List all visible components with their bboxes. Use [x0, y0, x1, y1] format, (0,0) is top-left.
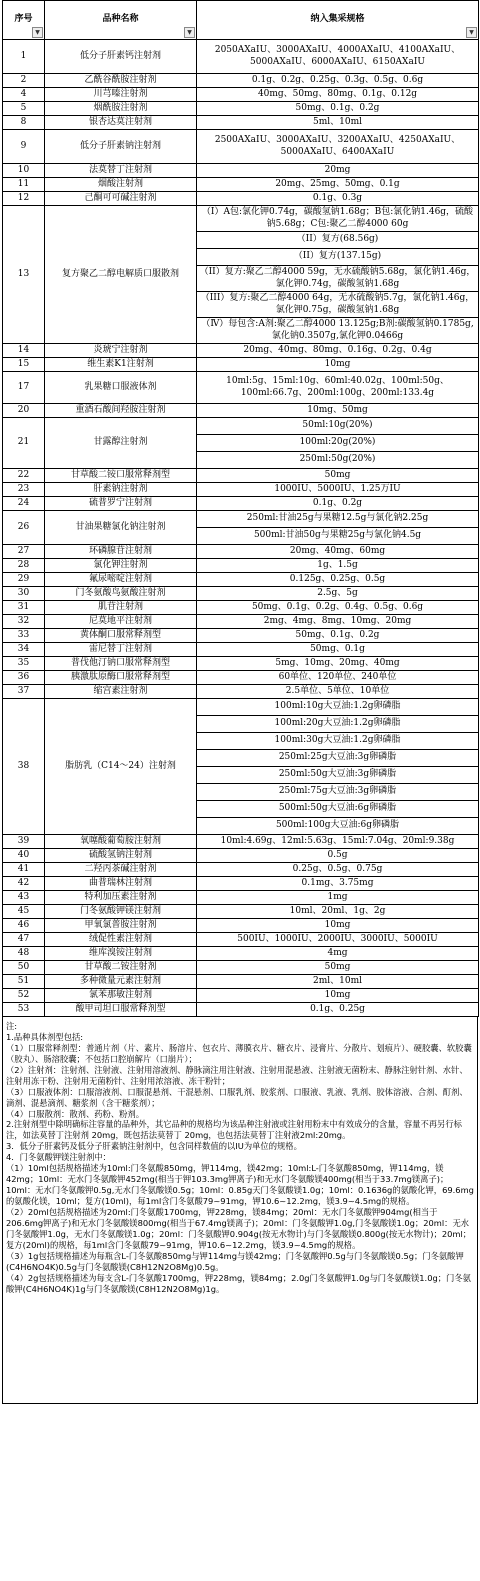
- spec-cell: 0.1mg、3.75mg: [197, 877, 479, 891]
- row-number: 51: [3, 975, 45, 989]
- drug-name: 黄体酮口服常释剂型: [45, 629, 197, 643]
- drug-name: 门冬氨酸钾镁注射剂: [45, 905, 197, 919]
- spec-cell: 50mg: [197, 961, 479, 975]
- drug-name: 乳果糖口服液体剂: [45, 372, 197, 404]
- spec-cell: 40mg、50mg、80mg、0.1g、0.12g: [197, 88, 479, 102]
- header-row: [3, 1, 479, 40]
- drug-name: 低分子肝素钙注射剂: [45, 40, 197, 74]
- row-number: 43: [3, 891, 45, 905]
- table-row: [3, 559, 479, 573]
- table-row: [3, 344, 479, 358]
- drug-name: 川芎嗪注射剂: [45, 88, 197, 102]
- spec-cell: （Ⅳ）每包含:A剂:聚乙二醇4000 13.125g;B剂:碳酸氢钠0.1785g,氯化钠0.3507g,氯化钾0.0466g: [197, 318, 479, 344]
- note-line: （2）注射剂：注射剂、注射液、注射用溶液剂、静脉滴注用注射液、注射用混悬液、注射液无菌粉末、静脉注射针剂、水针、注射用冻干粉、注射用无菌粉针、注射用浓溶液、冻干粉针；: [6, 1064, 468, 1086]
- row-number: 30: [3, 587, 45, 601]
- drug-name: 胰激肽原酶口服常释剂型: [45, 671, 197, 685]
- drug-name: 硫酸氢钠注射剂: [45, 849, 197, 863]
- drug-name: 多种微量元素注射剂: [45, 975, 197, 989]
- spec-cell: 20mg: [197, 164, 479, 178]
- row-number: 32: [3, 615, 45, 629]
- spec-cell: 50ml:10g(20%): [197, 418, 479, 435]
- drug-name: 门冬氨酸鸟氨酸注射剂: [45, 587, 197, 601]
- table-row: [3, 947, 479, 961]
- row-number: 48: [3, 947, 45, 961]
- drug-name: 氟尿嘧啶注射剂: [45, 573, 197, 587]
- drug-name: 重酒石酸间羟胺注射剂: [45, 404, 197, 418]
- drug-name: 甘草酸二铵口服常释剂型: [45, 469, 197, 483]
- spec-cell: 50mg、0.1g、0.2g: [197, 102, 479, 116]
- row-number: 5: [3, 102, 45, 116]
- spec-cell: 2ml、10ml: [197, 975, 479, 989]
- drug-name: 氯化钾注射剂: [45, 559, 197, 573]
- spec-cell: 20mg、40mg、80mg、0.16g、0.2g、0.4g: [197, 344, 479, 358]
- row-number: 39: [3, 835, 45, 849]
- table-row: [3, 643, 479, 657]
- spec-cell: 100ml:20g大豆油:1.2g卵磷脂: [197, 716, 479, 733]
- table-row: [3, 497, 479, 511]
- spec-cell: 0.1g、0.25g: [197, 1003, 479, 1017]
- header-spec: [197, 1, 479, 40]
- header-spec-label: 纳入集采规格: [310, 14, 365, 25]
- note-line: （4）2g包括规格描述为每支含L-门冬氨酸1700mg，钾228mg，镁84mg；2.0g门冬氨酸钾1.0g与门冬氨酸镁1.0g；门冬氨酸钾(C4H6NO4K)1g与门冬氨酸镁(C8H12N2O8Mg)1g。: [6, 1272, 471, 1294]
- note-line: 4．门冬氨酸钾镁注射剂中：: [6, 1152, 111, 1163]
- drug-name: 维生素K1注射剂: [45, 358, 197, 372]
- drug-name: 银杏达莫注射剂: [45, 116, 197, 130]
- spec-cell: 2500AXaIU、3000AXaIU、3200AXaIU、4250AXaIU、5000AXaIU、6400AXaIU: [197, 130, 479, 164]
- spec-cell: 500IU、1000IU、2000IU、3000IU、5000IU: [197, 933, 479, 947]
- table-row: [3, 372, 479, 404]
- spec-cell: 500ml:甘油50g与果糖25g与氯化钠4.5g: [197, 528, 479, 545]
- table-row: [3, 469, 479, 483]
- spec-cell: （I）A包:氯化钾0.74g，碳酸氢钠1.68g；B包:氯化钠1.46g，硫酸钠5.68g；C包:聚乙二醇4000 60g: [197, 206, 479, 232]
- table-row: [3, 671, 479, 685]
- drug-name: 肝素钠注射剂: [45, 483, 197, 497]
- drug-name: 环磷腺苷注射剂: [45, 545, 197, 559]
- table-row: [3, 629, 479, 643]
- drug-name: 甘露醇注射剂: [45, 418, 197, 469]
- header-no: [3, 1, 45, 40]
- spec-cell: 100ml:10g大豆油:1.2g卵磷脂: [197, 699, 479, 716]
- table-row: [3, 835, 479, 849]
- spec-cell: 2.5单位、5单位、10单位: [197, 685, 479, 699]
- table-row: [3, 601, 479, 615]
- spec-cell: 2mg、4mg、8mg、10mg、20mg: [197, 615, 479, 629]
- row-number: 24: [3, 497, 45, 511]
- table-row: [3, 933, 479, 947]
- spec-cell: 250ml:50g(20%): [197, 452, 479, 469]
- row-number: 1: [3, 40, 45, 74]
- row-number: 13: [3, 206, 45, 344]
- table-row: [3, 891, 479, 905]
- row-number: 33: [3, 629, 45, 643]
- row-number: 14: [3, 344, 45, 358]
- spec-cell: 0.25g、0.5g、0.75g: [197, 863, 479, 877]
- table-row: [3, 74, 479, 88]
- spec-cell: 100ml:30g大豆油:1.2g卵磷脂: [197, 733, 479, 750]
- table-row: [3, 919, 479, 933]
- spec-cell: 60单位、120单位、240单位: [197, 671, 479, 685]
- spec-cell: 0.125g、0.25g、0.5g: [197, 573, 479, 587]
- table-row: [3, 699, 479, 716]
- row-number: 4: [3, 88, 45, 102]
- header-name-label: 品种名称: [102, 14, 139, 25]
- note-line: （1）口服常释剂型：普通片剂（片、素片、肠溶片、包衣片、薄膜衣片、糖衣片、浸膏片、分散片、划痕片）、硬胶囊、软胶囊（胶丸）、肠溶胶囊；不包括口腔崩解片（口崩片）；: [6, 1042, 472, 1064]
- note-line: （4）口服散剂：散剂、药粉、粉剂。: [6, 1108, 145, 1119]
- drug-name: 乙酰谷酰胺注射剂: [45, 74, 197, 88]
- drug-name: 脂肪乳（C14～24）注射剂: [45, 699, 197, 835]
- table-row: [3, 130, 479, 164]
- row-number: 21: [3, 418, 45, 469]
- table-row: [3, 418, 479, 435]
- note-line: 注:: [6, 1021, 18, 1031]
- spec-cell: 10ml、20ml、1g、2g: [197, 905, 479, 919]
- table-row: [3, 905, 479, 919]
- row-number: 29: [3, 573, 45, 587]
- drug-name: 硫普罗宁注射剂: [45, 497, 197, 511]
- header-name: [45, 1, 197, 40]
- spec-cell: 5ml、10ml: [197, 116, 479, 130]
- row-number: 46: [3, 919, 45, 933]
- row-number: 47: [3, 933, 45, 947]
- row-number: 35: [3, 657, 45, 671]
- row-number: 38: [3, 699, 45, 835]
- table-row: [3, 116, 479, 130]
- chevron-down-icon[interactable]: ▼: [466, 27, 477, 38]
- drug-name: 氯苯那敏注射剂: [45, 989, 197, 1003]
- spec-cell: 10ml:5g、15ml:10g、60ml:40.02g、100ml:50g、100ml:66.7g、200ml:100g、200ml:133.4g: [197, 372, 479, 404]
- spec-cell: 1000IU、5000IU、1.25万IU: [197, 483, 479, 497]
- drug-name: 特利加压素注射剂: [45, 891, 197, 905]
- table-row: [3, 88, 479, 102]
- table-row: [3, 573, 479, 587]
- spec-cell: 20mg、25mg、50mg、0.1g: [197, 178, 479, 192]
- note-line: （2）20ml包括规格描述为20ml:门冬氨酸1700mg，钾228mg，镁84mg；20ml：无水门冬氨酸钾904mg(相当于206.6mg钾离子)和无水门冬氨酸镁800mg(相当于67.4mg镁离子)；20ml：门冬氨酸钾1.0g,门冬氨酸镁1.0g；20ml：无水门冬氨酸钾1.0g，无水门冬氨酸镁1.0g；20ml：门冬氨酸钾0.904g(按无水物计)与门冬氨酸镁0.800g(按无水物计)；20ml；复方(20ml)的规格，每1ml含门冬氨酸79~91mg，钾10.6~12.2mg，镁3.9~4.5mg的规格。: [6, 1206, 472, 1250]
- spec-cell: 50mg、0.1g、0.2g、0.4g、0.5g、0.6g: [197, 601, 479, 615]
- table-row: [3, 404, 479, 418]
- spec-cell: 10mg: [197, 358, 479, 372]
- spec-cell: 10mg: [197, 919, 479, 933]
- spec-cell: 250ml:50g大豆油:3g卵磷脂: [197, 767, 479, 784]
- row-number: 20: [3, 404, 45, 418]
- spec-cell: 250ml:75g大豆油:3g卵磷脂: [197, 784, 479, 801]
- table-row: [3, 545, 479, 559]
- table-row: [3, 164, 479, 178]
- drug-name: 烟酸注射剂: [45, 178, 197, 192]
- procurement-sheet: [2, 0, 478, 1404]
- spec-cell: 2050AXaIU、3000AXaIU、4000AXaIU、4100AXaIU、5000AXaIU、6000AXaIU、6150AXaIU: [197, 40, 479, 74]
- drug-name: 甲氧氯普胺注射剂: [45, 919, 197, 933]
- row-number: 52: [3, 989, 45, 1003]
- note-line: （1）10ml包括规格描述为10ml:门冬氨酸850mg，钾114mg，镁42mg；10ml:L-门冬氨酸850mg，钾114mg，镁42mg；10ml：无水门冬氨酸钾452mg(相当于钾103.3mg钾离子)和无水门冬氨酸镁400mg(相当于33.7mg镁离子)；10ml：无水门冬氨酸钾0.5g,无水门冬氨酸镁0.5g；10ml：0.85g天门冬氨酸镁1.0g；10ml：0.1636g的氨酸化钾，69.6mg的氨酸化镁，10ml；复方(10ml)，每1ml含门冬氨酸79~91mg，钾10.6~12.2mg，镁3.9~4.5mg的规格。: [6, 1163, 474, 1206]
- table-row: [3, 587, 479, 601]
- table-row: [3, 358, 479, 372]
- row-number: 28: [3, 559, 45, 573]
- row-number: 17: [3, 372, 45, 404]
- row-number: 36: [3, 671, 45, 685]
- note-line: 3．低分子肝素钙及低分子肝素钠注射剂中，包含同样数值的以IU为单位的规格。: [6, 1141, 302, 1152]
- chevron-down-icon[interactable]: ▼: [184, 27, 195, 38]
- row-number: 9: [3, 130, 45, 164]
- drug-name: 尼莫地平注射剂: [45, 615, 197, 629]
- spec-cell: 5mg、10mg、20mg、40mg: [197, 657, 479, 671]
- table-row: [3, 989, 479, 1003]
- row-number: 34: [3, 643, 45, 657]
- spec-cell: 0.5g: [197, 849, 479, 863]
- table-row: [3, 511, 479, 528]
- row-number: 41: [3, 863, 45, 877]
- drug-name: 低分子肝素钠注射剂: [45, 130, 197, 164]
- chevron-down-icon[interactable]: ▼: [32, 27, 43, 38]
- row-number: 22: [3, 469, 45, 483]
- spec-cell: （II）复方(68.56g): [197, 232, 479, 249]
- drug-name: 曲普瑞林注射剂: [45, 877, 197, 891]
- spec-cell: 500ml:50g大豆油:6g卵磷脂: [197, 801, 479, 818]
- spec-cell: （III）复方:聚乙二醇4000 64g，无水硫酸钠5.7g，氯化钠1.46g，氯化钾0.75g，碳酸氢钠1.68g: [197, 292, 479, 318]
- row-number: 40: [3, 849, 45, 863]
- spec-cell: 1mg: [197, 891, 479, 905]
- drug-name: 酸甲司坦口服常释剂型: [45, 1003, 197, 1017]
- row-number: 45: [3, 905, 45, 919]
- table-row: [3, 40, 479, 74]
- table-row: [3, 615, 479, 629]
- drug-name: 烟酰胺注射剂: [45, 102, 197, 116]
- drug-name: 氧噻酸葡萄胺注射剂: [45, 835, 197, 849]
- table-row: [3, 657, 479, 671]
- drug-name: 维库溴铵注射剂: [45, 947, 197, 961]
- spec-cell: 50mg、0.1g: [197, 643, 479, 657]
- table-row: [3, 1003, 479, 1017]
- table-row: [3, 483, 479, 497]
- spec-cell: 20mg、40mg、60mg: [197, 545, 479, 559]
- header-no-label: 序号: [14, 14, 33, 25]
- drug-name: 甘草酸二铵注射剂: [45, 961, 197, 975]
- notes-section: [2, 1017, 478, 1404]
- drug-name: 复方聚乙二醇电解质口服散剂: [45, 206, 197, 344]
- row-number: 8: [3, 116, 45, 130]
- row-number: 37: [3, 685, 45, 699]
- spec-cell: 0.1g、0.2g: [197, 497, 479, 511]
- table-row: [3, 975, 479, 989]
- spec-cell: 10mg: [197, 989, 479, 1003]
- drug-name: 法莫替丁注射剂: [45, 164, 197, 178]
- table-row: [3, 961, 479, 975]
- drug-name: 肌苷注射剂: [45, 601, 197, 615]
- spec-cell: 10ml:4.69g、12ml:5.63g、15ml:7.04g、20ml:9.38g: [197, 835, 479, 849]
- row-number: 42: [3, 877, 45, 891]
- spec-table: [2, 0, 479, 1017]
- drug-name: 缩宫素注射剂: [45, 685, 197, 699]
- note-line: （3）1g包括规格描述为每瓶含L-门冬氨酸850mg与钾114mg与镁42mg；门冬氨酸钾0.5g与门冬氨酸镁0.5g；门冬氨酸钾(C4H6NO4K)0.5g与门冬氨酸镁(C8H12N2O8Mg)0.5g。: [6, 1250, 464, 1272]
- note-line: （3）口服液体剂：口服溶液剂、口服混悬剂、干混悬剂、口服乳剂、胶浆剂、口服液、乳液、乳剂、胶体溶液、合剂、酊剂、滴剂、混悬滴剂、糖浆剂（含干糖浆剂）；: [6, 1086, 468, 1108]
- row-number: 10: [3, 164, 45, 178]
- table-row: [3, 849, 479, 863]
- row-number: 50: [3, 961, 45, 975]
- row-number: 31: [3, 601, 45, 615]
- spec-cell: 0.1g、0.3g: [197, 192, 479, 206]
- drug-name: 雷尼替丁注射剂: [45, 643, 197, 657]
- drug-name: 炎琥宁注射剂: [45, 344, 197, 358]
- drug-name: 己酮可可碱注射剂: [45, 192, 197, 206]
- row-number: 2: [3, 74, 45, 88]
- spec-cell: 250ml:甘油25g与果糖12.5g与氯化钠2.25g: [197, 511, 479, 528]
- spec-cell: 500ml:100g大豆油:6g卵磷脂: [197, 818, 479, 835]
- table-row: [3, 178, 479, 192]
- row-number: 27: [3, 545, 45, 559]
- row-number: 23: [3, 483, 45, 497]
- spec-cell: 50mg: [197, 469, 479, 483]
- table-row: [3, 192, 479, 206]
- spec-cell: 100ml:20g(20%): [197, 435, 479, 452]
- note-line: 2.注射剂型中除明确标注容量的品种外，其它品种的规格均为该品种注射液或注射用粉末中有效成分的含量，容量不再另行标注，如法莫替丁注射剂 20mg，既包括法莫替丁 20mg，也包括法莫替丁注射液2ml:20mg。: [6, 1119, 462, 1141]
- spec-cell: 50mg、0.1g、0.2g: [197, 629, 479, 643]
- row-number: 53: [3, 1003, 45, 1017]
- drug-name: 普伐他汀钠口服常释剂型: [45, 657, 197, 671]
- spec-cell: 10mg、50mg: [197, 404, 479, 418]
- spec-cell: 0.1g、0.2g、0.25g、0.3g、0.5g、0.6g: [197, 74, 479, 88]
- drug-name: 绒促性素注射剂: [45, 933, 197, 947]
- note-line: 1.品种具体剂型包括:: [6, 1031, 84, 1042]
- spec-cell: （II）复方:聚乙二醇4000 59g，无水硫酸钠5.68g，氯化钠1.46g，氯化钾0.74g，碳酸氢钠1.68g: [197, 266, 479, 292]
- row-number: 15: [3, 358, 45, 372]
- table-row: [3, 863, 479, 877]
- row-number: 11: [3, 178, 45, 192]
- spec-cell: 4mg: [197, 947, 479, 961]
- spec-cell: 2.5g、5g: [197, 587, 479, 601]
- table-row: [3, 102, 479, 116]
- drug-name: 甘油果糖氯化钠注射剂: [45, 511, 197, 545]
- table-row: [3, 877, 479, 891]
- spec-cell: 250ml:25g大豆油:3g卵磷脂: [197, 750, 479, 767]
- row-number: 26: [3, 511, 45, 545]
- spec-cell: 1g、1.5g: [197, 559, 479, 573]
- table-row: [3, 206, 479, 232]
- spec-cell: （II）复方(137.15g): [197, 249, 479, 266]
- row-number: 12: [3, 192, 45, 206]
- table-row: [3, 685, 479, 699]
- drug-name: 二羟丙茶碱注射剂: [45, 863, 197, 877]
